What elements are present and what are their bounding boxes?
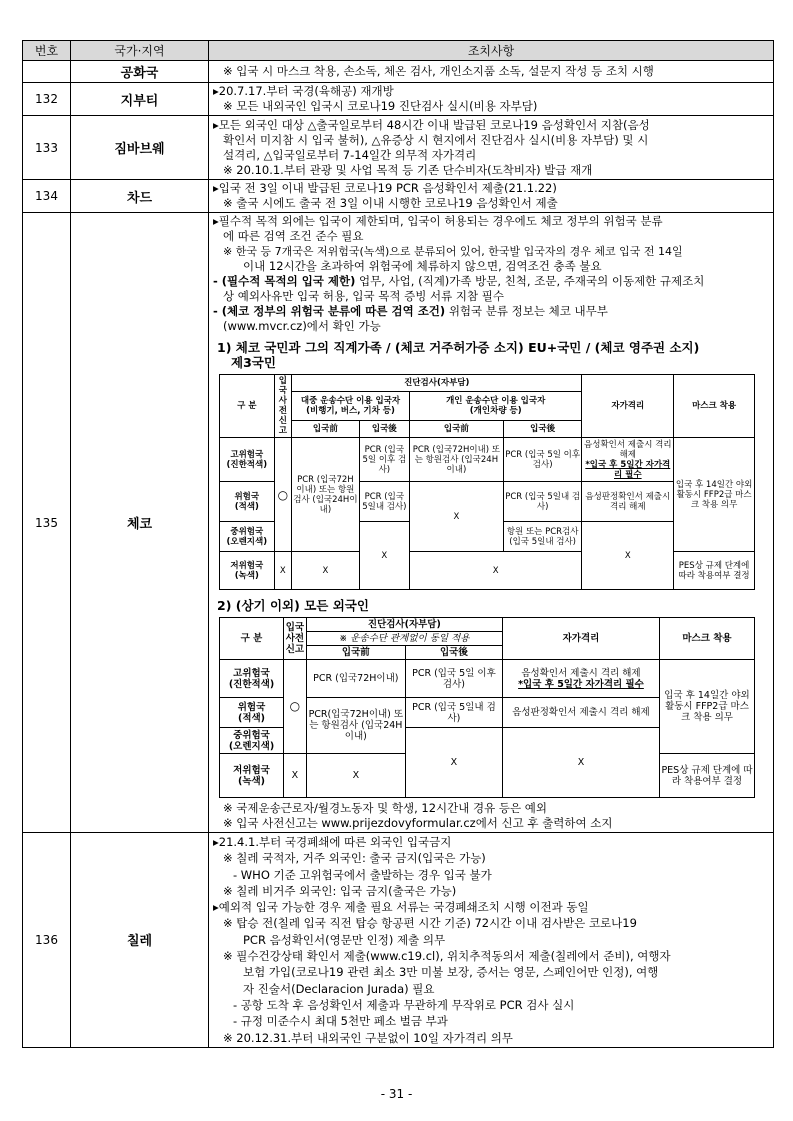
- t2-q-risk: 음성판정확인서 제출시 격리 해제: [502, 698, 659, 728]
- row-number: 136: [23, 833, 71, 1048]
- t2-before-low: X: [306, 754, 405, 798]
- measure-line: ※ 20.10.1.부터 관광 및 사업 목적 등 기존 단수비자(도착비자) 발급 재개: [223, 162, 593, 177]
- country-name: 차드: [71, 180, 209, 213]
- row-number: 135: [23, 213, 71, 833]
- t2-h-quarantine: 자가격리: [502, 618, 659, 660]
- t1-h-test: 진단검사(자부담): [292, 375, 582, 392]
- cat-label: 중위험국: [230, 526, 264, 537]
- t1-prereg-x: X: [274, 552, 291, 590]
- subsection-title-line: 1) 체코 국민과 그의 직계가족 / (체코 거주허가증 소지) EU+국민 / (체코 영주권 소지): [217, 340, 700, 355]
- t1-pub-before: PCR (입국72H이내) 또는 항원검사 (입국24H이내): [292, 438, 360, 552]
- measure-line: - 규정 미준수시 최대 5천만 페소 벌금 부과: [233, 1014, 448, 1029]
- t2-cat-risk: [220, 698, 284, 728]
- measure-cell: [209, 61, 774, 83]
- t1-h-after2: 입국後: [503, 421, 582, 438]
- t2-h-before: 입국前: [306, 646, 405, 660]
- cat-sub: (오렌지색): [228, 740, 275, 752]
- measure-line: ▸21.4.1.부터 국경폐쇄에 따른 외국인 입국금지: [213, 835, 452, 849]
- cat-label: 위험국: [234, 491, 260, 502]
- measure-line-bold: - (필수적 목적의 입국 제한): [213, 274, 356, 288]
- measure-note: ※ 국제운송근로자/월경노동자 및 학생, 12시간내 경유 등은 예외: [223, 801, 548, 815]
- country-name: 지부티: [71, 83, 209, 116]
- t2-cat-high: [220, 660, 284, 698]
- measure-line: 확인서 미지참 시 입국 불허), △유증상 시 현지에서 진단검사 실시(비용 자부담) 및 시: [223, 132, 649, 147]
- t2-h-after: 입국後: [405, 646, 502, 660]
- subsection-title-line: 제3국민: [231, 355, 276, 370]
- t1-h-private-label: 개인 운송수단 이용 입국자: [446, 395, 546, 406]
- t2-before-high: PCR (입국72H이내): [306, 660, 405, 698]
- measure-line: ▸예외적 입국 가능한 경우 제출 필요 서류는 국경폐쇄조치 시행 이전과 동일: [213, 900, 589, 915]
- table-row: [23, 116, 774, 180]
- t2-after-x: X: [405, 728, 502, 798]
- measure-cell: [209, 213, 774, 833]
- measure-line: 자 진술서(Declaracion Jurada) 필요: [243, 981, 435, 996]
- cat-sub: (녹색): [234, 570, 259, 581]
- t1-h-before: 입국前: [292, 421, 360, 438]
- t1-h-after: 입국後: [359, 421, 409, 438]
- measure-line: ※ 탑승 전(칠레 입국 직전 탑승 항공편 시간 기준) 72시간 이내 검사받은 코로나19: [223, 916, 637, 931]
- row-number: 134: [23, 180, 71, 213]
- cat-sub: (녹색): [237, 775, 266, 787]
- t1-pub-after-high: PCR (입국 5일 이후 검사): [359, 438, 409, 482]
- measure-line: ※ 칠레 국적자, 거주 외국인: 출국 금지(입국은 가능): [223, 851, 486, 866]
- cat-label: 고위험국: [233, 667, 270, 679]
- table-row: [23, 213, 774, 833]
- t2-cat-mid: [220, 728, 284, 754]
- t2-h-note: ※ 운송수단 관계없이 동일 적용: [306, 632, 502, 646]
- t1-h-prereg: 입국 사전 신고: [274, 375, 291, 438]
- header-number: 번호: [23, 41, 71, 61]
- row-number: 132: [23, 83, 71, 116]
- cat-label: 위험국: [237, 701, 266, 713]
- measure-line: 보험 가입(코로나19 관련 최소 3만 미불 보장, 증서는 영문, 스페인어만 인정), 여행: [243, 965, 659, 980]
- measure-line: ※ 20.12.31.부터 내외국인 구분없이 10일 자가격리 의무: [223, 1030, 513, 1045]
- country-name: 체코: [71, 213, 209, 833]
- t1-prereg-o: ○: [274, 438, 291, 552]
- row-number: 133: [23, 116, 71, 180]
- t1-priv-after-mid: 항원 또는 PCR검사 (입국 5일내 검사): [503, 522, 582, 552]
- t1-h-public-sub: (비행기, 버스, 기차 등): [306, 405, 395, 416]
- t1-cat-risk: [220, 482, 275, 522]
- measure-note: ※ 입국 사전신고는 www.prijezdovyformular.cz에서 신고 후 출력하여 소지: [223, 816, 613, 830]
- inspection-table-2: [219, 617, 755, 798]
- t1-h-private: [409, 391, 582, 421]
- t2-before-risk: PCR(입국72H이내) 또는 항원검사 (입국24H이내): [306, 698, 405, 754]
- t1-pub-after-x: X: [359, 522, 409, 590]
- measure-line: ※ 칠레 비거주 외국인: 입국 금지(출국은 가능): [223, 883, 457, 898]
- measure-line: ※ 모든 내외국인 입국시 코로나19 진단검사 실시(비용 자부담): [223, 99, 538, 113]
- t1-h-public-label: 대중 운송수단 이용 입국자: [300, 395, 401, 406]
- t1-h-before2: 입국前: [409, 421, 503, 438]
- t2-h-prereg: 입국 사전 신고: [284, 618, 307, 660]
- t1-h-mask: 마스크 착용: [674, 375, 755, 438]
- measure-line: 에 따른 검역 조건 준수 필요: [223, 229, 364, 243]
- subsection-title-1: [217, 340, 769, 370]
- cat-label: 중위험국: [233, 729, 270, 741]
- t2-after-high: PCR (입국 5일 이후 검사): [405, 660, 502, 698]
- t1-mask-main: 입국 후 14일간 야외활동시 FFP2급 마스크 착용 의무: [674, 438, 755, 552]
- cat-sub: (오렌지색): [226, 536, 268, 547]
- t1-q-risk: 음성판정확인서 제출시 격리 해제: [582, 482, 674, 522]
- measure-line: 업무, 사업, (직계)가족 방문, 친척, 조문, 주재국의 이동제한 규제조치: [355, 274, 705, 288]
- t2-prereg-x: X: [284, 754, 307, 798]
- country-name: 짐바브웨: [71, 116, 209, 180]
- t1-priv-after-risk: PCR (입국 5일내 검사): [503, 482, 582, 522]
- t1-priv-after-high: PCR (입국 5일 이후 검사): [503, 438, 582, 482]
- measure-cell: [209, 83, 774, 116]
- t2-prereg-o: ○: [284, 660, 307, 754]
- t1-priv-before-high: PCR (입국72H이내) 또는 항원검사 (입국24H이내): [409, 438, 503, 482]
- t1-cat-mid: [220, 522, 275, 552]
- table-header: [23, 41, 774, 61]
- inspection-table-1: [219, 374, 755, 590]
- measure-line: 설격리, △입국일로부터 7-14일간 의무적 자가격리: [223, 147, 477, 162]
- measure-line: ※ 입국 시 마스크 착용, 손소독, 체온 검사, 개인소지품 소독, 설문지 작성 등 조치 시행: [223, 64, 654, 78]
- page-content: [22, 40, 773, 1048]
- measure-line: ▸20.7.17.부터 국경(육해공) 재개방: [213, 84, 394, 98]
- q-text-bold: *입국 후 5일간 자가격리 필수: [585, 459, 671, 480]
- measure-line: ▸입국 전 3일 이내 발급된 코로나19 PCR 음성확인서 제출(21.1.22): [213, 181, 557, 195]
- cat-sub: (적색): [237, 712, 266, 724]
- country-name: 공화국: [71, 61, 209, 83]
- t1-h-quarantine: 자가격리: [582, 375, 674, 438]
- measure-line: ▸필수적 목적 외에는 입국이 제한되며, 입국이 허용되는 경우에도 체코 정부의 위험국 분류: [213, 214, 663, 228]
- q-text: 음성확인서 제출시 격리 해제: [584, 439, 672, 460]
- cat-label: 저위험국: [233, 764, 270, 776]
- table-row: [23, 833, 774, 1048]
- t2-cat-low: [220, 754, 284, 798]
- country-name: 칠레: [71, 833, 209, 1048]
- measure-line: - 공항 도착 후 음성확인서 제출과 무관하게 무작위로 PCR 검사 실시: [233, 997, 575, 1012]
- cat-sub: (적색): [234, 501, 259, 512]
- cat-sub: (진한적색): [228, 678, 275, 690]
- measure-line-bold: - (체코 정부의 위험국 분류에 따른 검역 조건): [213, 304, 446, 318]
- q-text-bold: *입국 후 5일간 자가격리 필수: [518, 678, 644, 690]
- measure-line: (www.mvcr.cz)에서 확인 가능: [223, 319, 381, 333]
- t1-h-gubun: 구 분: [220, 375, 275, 438]
- measure-line: - WHO 기준 고위험국에서 출발하는 경우 입국 불가: [233, 867, 492, 882]
- cat-label: 고위험국: [230, 449, 264, 460]
- measure-line: 상 예외사유만 입국 허용, 입국 목적 증빙 서류 지참 필수: [223, 289, 504, 303]
- cat-label: 저위험국: [230, 560, 264, 571]
- q-text: 음성확인서 제출시 격리 해제: [521, 667, 641, 679]
- measure-cell: [209, 116, 774, 180]
- t1-pub-after-risk: PCR (입국 5일내 검사): [359, 482, 409, 522]
- t1-q-high: [582, 438, 674, 482]
- measure-line: ▸모든 외국인 대상 △출국일로부터 48시간 이내 발급된 코로나19 음성확인서 지참(음성: [213, 117, 650, 132]
- t2-mask-main: 입국 후 14일간 야외활동시 FFP2급 마스크 착용 의무: [659, 660, 754, 754]
- t2-h-mask: 마스크 착용: [659, 618, 754, 660]
- subsection-title-2: 2) (상기 이외) 모든 외국인: [217, 598, 369, 613]
- t2-q-high: [502, 660, 659, 698]
- measure-line: 위험국 분류 정보는 체코 내무부: [445, 304, 608, 318]
- t1-q-x: X: [582, 522, 674, 590]
- measure-cell: [209, 180, 774, 213]
- t2-after-risk: PCR (입국 5일내 검사): [405, 698, 502, 728]
- cat-sub: (진한적색): [226, 459, 268, 470]
- t1-mask-low: PES상 규제 단계에 따라 착용여부 결정: [674, 552, 755, 590]
- measure-line: 이내 12시간을 초과하여 위험국에 체류하지 않으면, 검역조건 충족 불요: [243, 259, 602, 273]
- t2-mask-low: PES상 규제 단계에 따라 착용여부 결정: [659, 754, 754, 798]
- table-row: [23, 61, 774, 83]
- measure-cell: [209, 833, 774, 1048]
- measures-table: [22, 40, 774, 1048]
- table-row: [23, 180, 774, 213]
- t1-h-public: [292, 391, 410, 421]
- t2-q-x: X: [502, 728, 659, 798]
- row-number: [23, 61, 71, 83]
- measure-line: ※ 한국 등 7개국은 저위험국(녹색)으로 분류되어 있어, 한국발 입국자의 경우 체코 입국 전 14일: [223, 245, 683, 258]
- t1-cat-low: [220, 552, 275, 590]
- t1-pub-before-low: X: [292, 552, 360, 590]
- t1-h-private-sub: (개인차량 등): [469, 405, 522, 416]
- header-measures: 조치사항: [209, 41, 774, 61]
- measure-line: PCR 음성확인서(영문만 인정) 제출 의무: [243, 932, 446, 947]
- page-number: - 31 -: [380, 1087, 413, 1101]
- t1-cat-high: [220, 438, 275, 482]
- t2-h-test: 진단검사(자부담): [306, 618, 502, 632]
- table-row: [23, 83, 774, 116]
- header-country: 국가·지역: [71, 41, 209, 61]
- measure-line: ※ 출국 시에도 출국 전 3일 이내 시행한 코로나19 음성확인서 제출: [223, 196, 558, 210]
- t2-h-gubun: 구 분: [220, 618, 284, 660]
- t1-priv-after-low: X: [409, 552, 582, 590]
- t1-priv-before-x: X: [409, 482, 503, 552]
- measure-line: ※ 필수건강상태 확인서 제출(www.c19.cl), 위치추적동의서 제출(칠레에서 준비), 여행자: [223, 949, 671, 964]
